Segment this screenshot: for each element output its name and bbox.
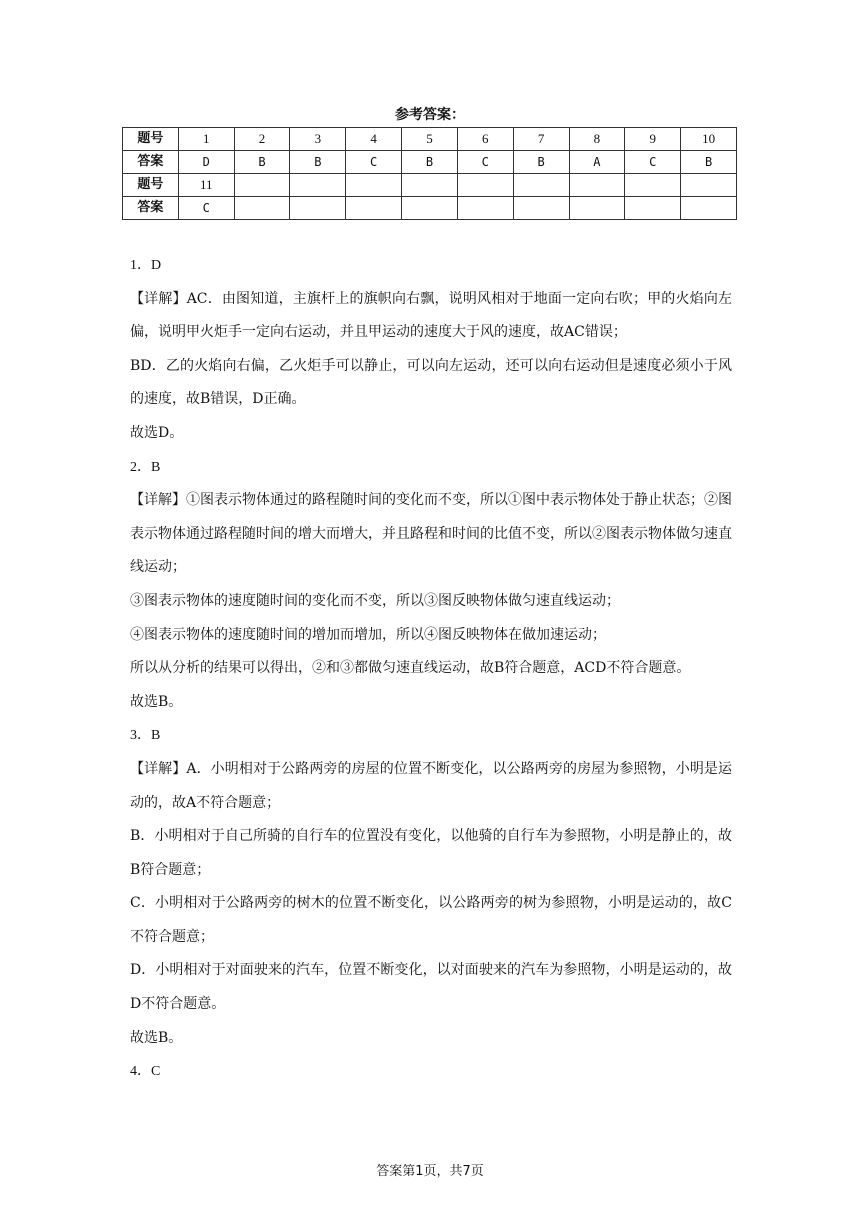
empty-cell xyxy=(402,197,458,220)
question-heading: 1．D xyxy=(130,258,162,273)
empty-cell xyxy=(402,174,458,197)
answer-cell: B xyxy=(681,151,737,174)
answer-cell: D xyxy=(178,151,234,174)
empty-cell xyxy=(681,197,737,220)
answer-cell: B xyxy=(290,151,346,174)
conclusion-line: 故选B。 xyxy=(130,1029,183,1046)
question-heading: 4．C xyxy=(130,1064,161,1080)
row-label-answer: 答案 xyxy=(123,151,179,174)
empty-cell xyxy=(625,197,681,220)
empty-cell xyxy=(346,174,402,197)
empty-cell xyxy=(625,174,681,197)
explanation-paragraph: ③图表示物体的速度随时间的变化而不变，所以③图反映物体做匀速直线运动； xyxy=(130,592,620,609)
answer-cell: C xyxy=(625,151,681,174)
question-number: 10 xyxy=(681,128,737,151)
table-row-answers-1 xyxy=(123,151,737,174)
row-label-answer: 答案 xyxy=(123,197,179,220)
explanation-paragraph: 【详解】A．小明相对于公路两旁的房屋的位置不断变化，以公路两旁的房屋为参照物，小明是运动的，故A不符合题意； xyxy=(130,760,732,811)
table-row-numbers-1 xyxy=(123,128,737,151)
explanation-paragraph: 【详解】AC．由图知道，主旗杆上的旗帜向右飘，说明风相对于地面一定向右吹；甲的火焰向左偏，说明甲火炬手一定向右运动，并且甲运动的速度大于风的速度，故AC错误； xyxy=(130,290,732,341)
question-number: 11 xyxy=(178,174,234,197)
table-row-answers-2 xyxy=(123,197,737,220)
question-heading: 3．B xyxy=(130,728,161,744)
empty-cell xyxy=(234,197,290,220)
explanations xyxy=(130,249,732,1089)
answer-key-table xyxy=(122,127,737,220)
explanation-paragraph: D．小明相对于对面驶来的汽车，位置不断变化，以对面驶来的汽车为参照物，小明是运动的，故D不符合题意。 xyxy=(130,962,732,1013)
explanation-paragraph: C．小明相对于公路两旁的树木的位置不断变化，以公路两旁的树为参照物，小明是运动的，故C不符合题意； xyxy=(130,895,732,945)
question-number: 9 xyxy=(625,128,681,151)
empty-cell xyxy=(569,174,625,197)
row-label-number: 题号 xyxy=(123,128,179,151)
empty-cell xyxy=(346,197,402,220)
explanation-paragraph: BD．乙的火焰向右偏，乙火炬手可以静止，可以向左运动，还可以向右运动但是速度必须小于风的速度，故B错误，D正确。 xyxy=(130,357,732,408)
empty-cell xyxy=(290,197,346,220)
explanation-paragraph: 【详解】①图表示物体通过的路程随时间的变化而不变，所以①图中表示物体处于静止状态；②图表示物体通过路程随时间的增大而增大，并且路程和时间的比值不变，所以②图表示物体做匀速直线运动； xyxy=(130,492,732,576)
question-number: 3 xyxy=(290,128,346,151)
empty-cell xyxy=(457,174,513,197)
explanation-paragraph: ④图表示物体的速度随时间的增加而增加，所以④图反映物体在做加速运动； xyxy=(130,626,606,643)
explanation-paragraph: B．小明相对于自己所骑的自行车的位置没有变化，以他骑的自行车为参照物，小明是静止的，故B符合题意； xyxy=(130,828,732,878)
conclusion-line: 故选B。 xyxy=(130,693,183,710)
conclusion-line: 故选D。 xyxy=(130,424,184,441)
row-label-number: 题号 xyxy=(123,174,179,197)
empty-cell xyxy=(513,174,569,197)
answer-cell: B xyxy=(513,151,569,174)
answer-cell: B xyxy=(402,151,458,174)
answer-cell: C xyxy=(457,151,513,174)
answer-title: 参考答案： xyxy=(395,107,465,123)
question-number: 2 xyxy=(234,128,290,151)
table-row-numbers-2 xyxy=(123,174,737,197)
question-number: 6 xyxy=(457,128,513,151)
answer-cell: C xyxy=(346,151,402,174)
empty-cell xyxy=(234,174,290,197)
empty-cell xyxy=(513,197,569,220)
answer-cell: A xyxy=(569,151,625,174)
question-number: 4 xyxy=(346,128,402,151)
empty-cell xyxy=(569,197,625,220)
page-footer: 答案第1页，共7页 xyxy=(376,1164,484,1179)
explanation-paragraph: 所以从分析的结果可以得出，②和③都做匀速直线运动，故B符合题意，ACD不符合题意。 xyxy=(130,660,691,677)
answer-cell: B xyxy=(234,151,290,174)
question-heading: 2．B xyxy=(130,459,161,475)
answer-cell: C xyxy=(178,197,234,220)
empty-cell xyxy=(290,174,346,197)
empty-cell xyxy=(681,174,737,197)
question-number: 7 xyxy=(513,128,569,151)
empty-cell xyxy=(457,197,513,220)
question-number: 1 xyxy=(178,128,234,151)
question-number: 5 xyxy=(402,128,458,151)
question-number: 8 xyxy=(569,128,625,151)
